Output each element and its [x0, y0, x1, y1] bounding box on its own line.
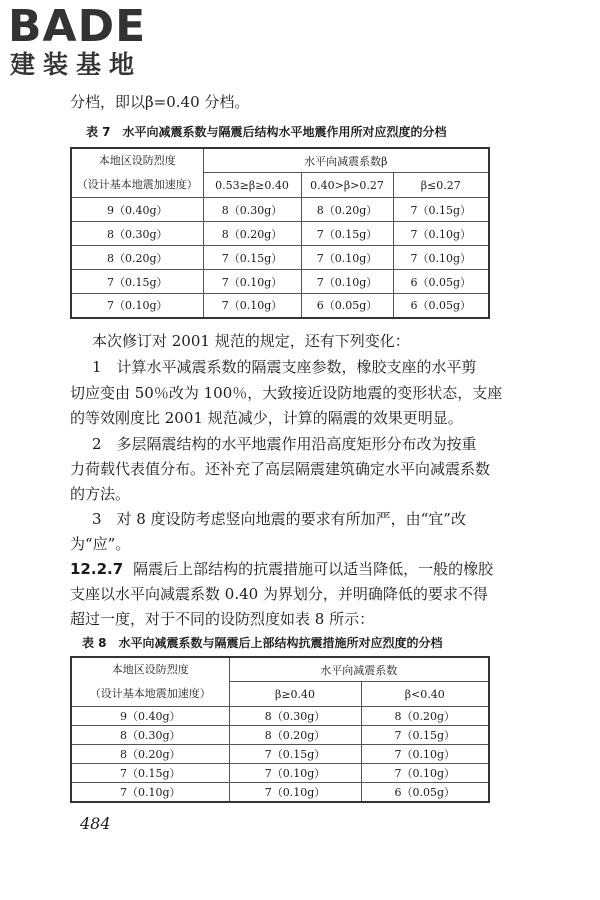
- table-cell: 7（0.10g）: [301, 270, 393, 294]
- logo-text: BADE: [8, 1, 147, 52]
- table-cell: 7（0.10g）: [301, 246, 393, 270]
- table-cell: 7（0.15g）: [229, 745, 361, 764]
- table8-row-label: 8（0.30g）: [71, 726, 229, 745]
- table-row: [71, 294, 489, 318]
- table-cell: 6（0.05g）: [361, 783, 489, 802]
- table-cell: 6（0.05g）: [393, 270, 489, 294]
- item1-line2: 切应变由 50％改为 100％，大致接近设防地震的变形状态，支座: [70, 384, 503, 402]
- table7-row-label: 9（0.40g）: [71, 198, 203, 222]
- watermark-logo: [8, 1, 147, 80]
- table-cell: 6（0.05g）: [301, 294, 393, 318]
- table8-row-label: 9（0.40g）: [71, 707, 229, 726]
- table-cell: 7（0.10g）: [361, 745, 489, 764]
- clause-number: 12.2.7: [70, 560, 124, 578]
- table-cell: 7（0.10g）: [229, 764, 361, 783]
- table8-group-header: 水平向减震系数: [229, 657, 489, 682]
- table8-row-header-line1: 本地区设防烈度: [111, 663, 189, 676]
- body-lead: 本次修订对 2001 规范的规定，还有下列变化：: [92, 332, 410, 350]
- table-cell: 7（0.10g）: [229, 783, 361, 802]
- page-number: 484: [80, 814, 111, 833]
- table7-row-label: 8（0.20g）: [71, 246, 203, 270]
- table-cell: 8（0.20g）: [301, 198, 393, 222]
- table-cell: 8（0.20g）: [361, 707, 489, 726]
- clause-12-2-7: [70, 559, 493, 579]
- table-cell: 8（0.20g）: [229, 726, 361, 745]
- table8-col-header: β≥0.40: [229, 682, 361, 707]
- table7-col-header: 0.40>β>0.27: [301, 173, 393, 198]
- table8-row-header: [71, 657, 229, 707]
- clause-line2: 支座以水平向减震系数 0.40 为界划分，并明确降低的要求不得: [70, 585, 488, 603]
- table7-col-header: β≤0.27: [393, 173, 489, 198]
- table8: [70, 656, 490, 803]
- table-cell: 7（0.10g）: [203, 294, 301, 318]
- table-cell: 7（0.15g）: [301, 222, 393, 246]
- table8-row-label: 8（0.20g）: [71, 745, 229, 764]
- table8-row-label: 7（0.15g）: [71, 764, 229, 783]
- table-row: [71, 764, 489, 783]
- table-cell: 7（0.10g）: [393, 222, 489, 246]
- table7-row-label: 7（0.10g）: [71, 294, 203, 318]
- table7-group-header: 水平向减震系数β: [203, 148, 489, 173]
- item1-line3: 的等效刚度比 2001 规范减少，计算的隔震的效果更明显。: [70, 409, 463, 427]
- table7-caption: 表 7 水平向减震系数与隔震后结构水平地震作用所对应烈度的分档: [86, 125, 447, 139]
- table-row: [71, 783, 489, 802]
- table8-row-header-line2: （设计基本地震加速度）: [89, 687, 211, 700]
- table-row: [71, 270, 489, 294]
- table-cell: 7（0.15g）: [361, 726, 489, 745]
- table-row: [71, 707, 489, 726]
- table8-row-label: 7（0.10g）: [71, 783, 229, 802]
- item2-line3: 的方法。: [70, 485, 131, 503]
- table-row: [71, 222, 489, 246]
- table-row: [71, 726, 489, 745]
- table8-col-header: β<0.40: [361, 682, 489, 707]
- table8-caption: 表 8 水平向减震系数与隔震后上部结构抗震措施所对应烈度的分档: [82, 636, 443, 650]
- table7-row-header: [71, 148, 203, 198]
- table-row: [71, 198, 489, 222]
- item3-line1: 3 对 8 度设防考虑竖向地震的要求有所加严，由“宜”改: [92, 510, 466, 528]
- table-row: [71, 745, 489, 764]
- table7-row-header-line2: （设计基本地震加速度）: [76, 178, 198, 191]
- table-cell: 8（0.30g）: [203, 198, 301, 222]
- clause-line3: 超过一度，对于不同的设防烈度如表 8 所示：: [70, 610, 375, 628]
- table-cell: 8（0.20g）: [203, 222, 301, 246]
- table-cell: 7（0.15g）: [393, 198, 489, 222]
- table7-col-header: 0.53≥β≥0.40: [203, 173, 301, 198]
- logo-subtext: 建装基地: [10, 50, 143, 79]
- item3-line2: 为“应”。: [70, 535, 131, 553]
- table-cell: 7（0.15g）: [203, 246, 301, 270]
- table-cell: 7（0.10g）: [361, 764, 489, 783]
- item1-line1: 1 计算水平减震系数的隔震支座参数，橡胶支座的水平剪: [92, 358, 477, 376]
- table-cell: 7（0.10g）: [203, 270, 301, 294]
- item2-line1: 2 多层隔震结构的水平地震作用沿高度矩形分布改为按重: [92, 435, 477, 453]
- table-cell: 7（0.10g）: [393, 246, 489, 270]
- table-cell: 8（0.30g）: [229, 707, 361, 726]
- intro-line: 分档，即以β=0.40 分档。: [70, 93, 250, 111]
- table-cell: 6（0.05g）: [393, 294, 489, 318]
- table7-row-label: 8（0.30g）: [71, 222, 203, 246]
- table7-row-label: 7（0.15g）: [71, 270, 203, 294]
- table7: [70, 147, 490, 319]
- table-row: [71, 246, 489, 270]
- item2-line2: 力荷载代表值分布。还补充了高层隔震建筑确定水平向减震系数: [70, 460, 491, 478]
- table7-row-header-line1: 本地区设防烈度: [98, 154, 176, 167]
- clause-line1: 隔震后上部结构的抗震措施可以适当降低，一般的橡胶: [133, 560, 494, 578]
